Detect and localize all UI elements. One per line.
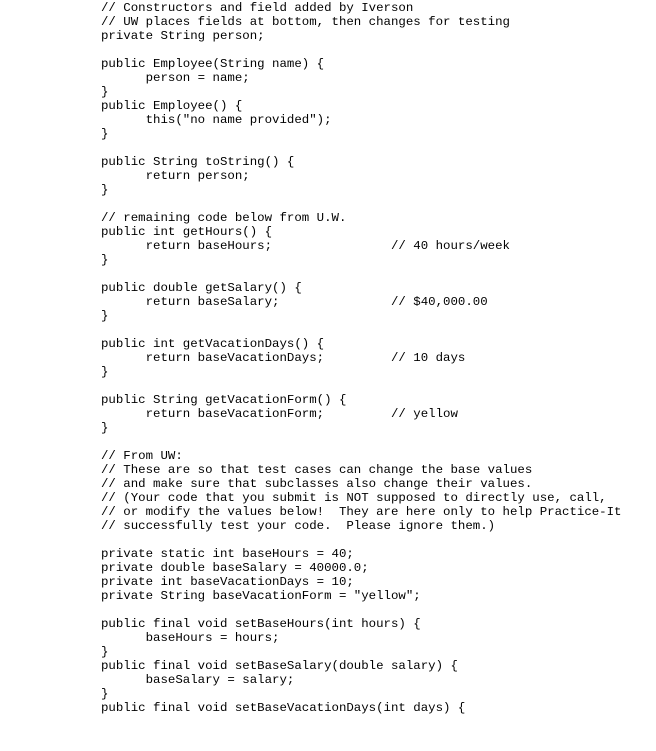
code-line: } [101,645,109,659]
code-line: // From UW: [101,449,183,463]
code-line: // UW places fields at bottom, then changes for testing [101,15,510,29]
code-line: } [101,253,109,267]
code-listing [101,1,622,715]
code-line: return person; [101,169,250,183]
code-line [101,43,622,57]
code-line: // successfully test your code. Please ignore them.) [101,519,496,533]
code-line: private double baseSalary = 40000.0; [101,561,369,575]
code-line: private String person; [101,29,265,43]
code-line [101,323,622,337]
code-line: } [101,365,109,379]
code-line [101,603,622,617]
code-line: public Employee(String name) { [101,57,325,71]
code-line [101,141,622,155]
code-line: public Employee() { [101,99,243,113]
code-line: public int getVacationDays() { [101,337,325,351]
code-line: this("no name provided"); [101,113,332,127]
code-line: return baseVacationDays; // 10 days [101,351,466,365]
code-line: private int baseVacationDays = 10; [101,575,354,589]
code-line: } [101,183,109,197]
code-line: // (Your code that you submit is NOT supposed to directly use, call, [101,491,607,505]
code-line [101,197,622,211]
code-line: } [101,127,109,141]
code-line: } [101,85,109,99]
code-line: } [101,421,109,435]
code-line: return baseSalary; // $40,000.00 [101,295,488,309]
code-line [101,533,622,547]
code-line: // or modify the values below! They are here only to help Practice-It [101,505,622,519]
code-line: public String toString() { [101,155,295,169]
code-line: } [101,309,109,323]
code-line: public final void setBaseVacationDays(int days) { [101,701,466,715]
code-line: } [101,687,109,701]
code-line: private static int baseHours = 40; [101,547,354,561]
code-line: return baseVacationForm; // yellow [101,407,458,421]
code-line: public int getHours() { [101,225,273,239]
code-line: // and make sure that subclasses also change their values. [101,477,533,491]
code-line [101,435,622,449]
code-line: public String getVacationForm() { [101,393,347,407]
code-line [101,379,622,393]
code-line: return baseHours; // 40 hours/week [101,239,510,253]
code-line: public final void setBaseSalary(double salary) { [101,659,458,673]
code-line: person = name; [101,71,250,85]
code-line [101,267,622,281]
code-line: public double getSalary() { [101,281,302,295]
code-line: baseHours = hours; [101,631,280,645]
code-line: baseSalary = salary; [101,673,295,687]
code-line: // remaining code below from U.W. [101,211,347,225]
code-line: // These are so that test cases can change the base values [101,463,533,477]
code-line: // Constructors and field added by Iverson [101,1,414,15]
code-line: private String baseVacationForm = "yellow"; [101,589,421,603]
code-line: public final void setBaseHours(int hours) { [101,617,421,631]
